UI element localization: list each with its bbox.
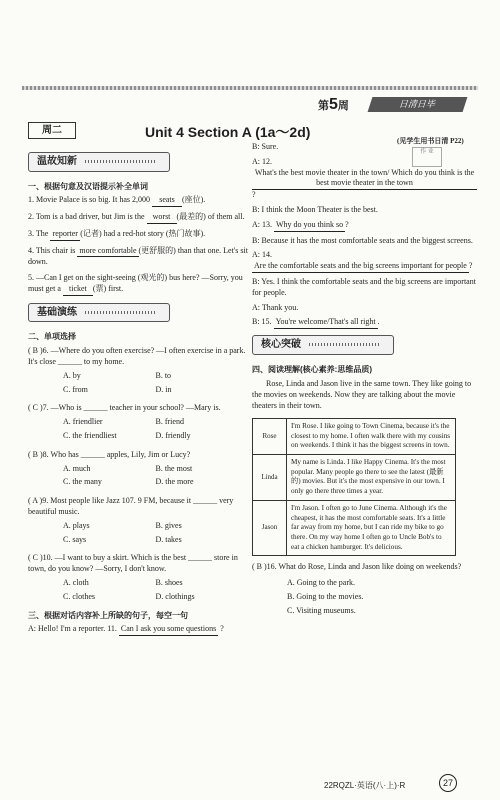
dialog-line-post: ? <box>468 261 473 271</box>
dialog-line-item <box>252 205 477 216</box>
dialog-line-pre: B: I think the Moon Theater is the best. <box>252 204 378 214</box>
answer-option[interactable]: A. friendlier <box>63 417 103 427</box>
part2-title: 二、单项选择 <box>28 332 76 342</box>
speaker-text: I'm Rose. I like going to Town Cinema, because it's the closest to my home. I often walk there with my cousins on weekends. I think it has the biggest screens in town. <box>287 418 456 454</box>
speaker-text: My name is Linda. I like Happy Cinema. It's the most popular. Many people go there to see the latest (最新的) movies. But it's the most expensive in our town. I only go there three times a year. <box>287 455 456 501</box>
multiple-choice-item <box>28 553 248 605</box>
speaker-text: I'm Jason. I often go to June Cinema. Although it's the cheapest, it has the most comfortable seats. It's a little far away from my home, but I can ride my bike to go there. On my way home I often go to Uncle Bob's to eat a chicken hamburger. It's delicious. <box>287 500 456 556</box>
answer-options <box>28 464 248 492</box>
dialog-line-pre: A: 12. <box>252 156 272 166</box>
dialog-line-item <box>252 236 477 247</box>
answer-options <box>28 417 248 445</box>
answer-option[interactable]: B. gives <box>155 520 182 530</box>
page-title: Unit 4 Section A (1a～2d) <box>145 124 311 140</box>
answer-option[interactable]: C. clothes <box>63 591 95 601</box>
fill-blank-post: (记者) had a red-hot story (热门故事). <box>80 228 206 238</box>
dialog-line-item <box>252 250 477 273</box>
page-number: 27 <box>439 774 457 792</box>
speaker-name: Jason <box>253 500 287 556</box>
answer-option[interactable]: A. by <box>63 370 81 380</box>
dialog-line-pre: A: Thank you. <box>252 302 299 312</box>
multiple-choice-item <box>28 403 248 444</box>
fill-blank-answer[interactable]: seats <box>152 195 182 207</box>
top-decorative-rule <box>22 86 478 90</box>
multiple-choice-item <box>28 450 248 491</box>
table-row <box>253 500 456 556</box>
practice-banner: 基础演练 <box>28 303 170 323</box>
part4-title: 四、阅读理解(核心素养:思维品质) <box>252 364 372 374</box>
question-stem: ( C )10. —I want to buy a skirt. Which is the best ______ store in town, do you know? —Sorry, I don't know. <box>28 553 238 574</box>
fill-blank-pre: 4. This chair is <box>28 245 78 255</box>
answer-option[interactable]: A. Going to the park. <box>287 578 355 588</box>
fill-blank-item <box>28 212 248 224</box>
answer-option[interactable]: C. Visiting museums. <box>287 605 356 615</box>
reference-note: (见学生用书日清 P22) <box>397 137 464 145</box>
answer-option[interactable]: A. cloth <box>63 577 89 587</box>
answer-options <box>28 521 248 549</box>
dialog-line-item <box>252 303 477 314</box>
question-stem: ( A )9. Most people like Jazz 107. 9 FM, because it ______ very beautiful music. <box>28 496 234 516</box>
fill-blank-item <box>28 195 248 207</box>
answer-option[interactable]: C. from <box>63 384 88 394</box>
fill-blank-post: (座位). <box>181 195 206 205</box>
dialog-line-answer[interactable]: Why do you think so <box>274 220 345 232</box>
answer-option[interactable]: B. friend <box>155 417 184 427</box>
fill-blank-pre: 1. Movie Palace is so big. It has 2,000 <box>28 195 152 205</box>
table-row <box>253 418 456 454</box>
answer-option[interactable]: D. friendly <box>155 430 191 440</box>
dialog-line-item <box>252 142 477 153</box>
dialog-line-post: ? <box>345 219 349 229</box>
fill-blank-item <box>28 246 248 269</box>
question-stem: ( B )8. Who has ______ apples, Lily, Jim or Lucy? <box>28 449 191 459</box>
answer-options <box>28 578 248 606</box>
reading-intro: Rose, Linda and Jason live in the same town. They like going to the movies on weekends. Now they are talking about the movie theaters in their town. <box>252 379 472 411</box>
answer-option[interactable]: B. Going to the movies. <box>287 592 364 602</box>
fill-blank-item <box>28 229 248 241</box>
answer-option[interactable]: D. the more <box>155 477 194 487</box>
answer-option[interactable]: D. takes <box>155 534 182 544</box>
question-stem: ( C )7. —Who is ______ teacher in your school? —Mary is. <box>28 403 221 413</box>
dialog-line-post: . <box>377 317 380 327</box>
dialog-line-pre: B: 15. <box>252 317 274 327</box>
dialog-line-pre: B: Yes. I think the comfortable seats and the big screens are important for people. <box>252 276 476 297</box>
answer-options <box>28 371 248 399</box>
fill-blank-answer[interactable]: reporter <box>50 229 80 241</box>
fill-blank-post: (更舒服的) than that one. Let's sit down. <box>28 245 248 267</box>
dialog-line-item <box>252 157 477 201</box>
dialog-start: A: Hello! I'm a reporter. 11. Can I ask you some questions ? <box>28 624 248 636</box>
question-stem: ( B )6. —Where do you often exercise? —I often exercise in a park. It's close ______ to my home. <box>28 346 246 366</box>
homework-stamp: 作 业 <box>412 147 442 167</box>
dialog-line-pre: B: Sure. <box>252 142 279 151</box>
dialog-line-pre: A: 14. <box>252 250 272 260</box>
answer-option[interactable]: C. the many <box>63 477 102 487</box>
part1-title: 一、根据句意及汉语提示补全单词 <box>28 181 148 191</box>
answer-option[interactable]: B. shoes <box>155 577 183 587</box>
dialog-line-pre: B: Because it has the most comfortable seats and the biggest screens. <box>252 235 473 245</box>
fill-blank-answer[interactable]: worst <box>147 212 177 224</box>
dialog-line-pre: A: 13. <box>252 219 274 229</box>
dialog-line-item <box>252 220 477 232</box>
answer-option[interactable]: B. the most <box>155 463 193 473</box>
week-label: 第5周 <box>318 96 349 113</box>
speaker-name: Linda <box>253 455 287 501</box>
daily-badge: 日清日毕 <box>368 97 468 112</box>
dialog-line-answer[interactable]: Are the comfortable seats and the big screens important for people <box>252 261 469 273</box>
dialog-line-answer[interactable]: What's the best movie theater in the town/ Which do you think is the best movie theater in the town <box>252 168 477 191</box>
right-column <box>252 142 477 620</box>
fill-blank-pre: 2. Tom is a bad driver, but Jim is the <box>28 212 147 222</box>
dialog-line-item <box>252 317 477 329</box>
fill-blank-answer[interactable]: ticket <box>63 284 93 296</box>
part3-title: 三、根据对话内容补上所缺的句子，每空一句 <box>28 610 188 620</box>
fill-blank-pre: 3. The <box>28 228 51 238</box>
answer-option[interactable]: C. says <box>63 534 87 544</box>
answer-option[interactable]: A. much <box>63 463 91 473</box>
answer-option[interactable]: D. clothings <box>155 591 195 601</box>
fill-blank-answer[interactable]: more comfortable <box>77 246 138 258</box>
breakthrough-banner: 核心突破 <box>252 335 394 355</box>
left-column <box>28 150 248 641</box>
day-tab: 周二 <box>28 122 76 139</box>
multiple-choice-item <box>28 496 248 548</box>
fill-blank-post: (最差的) of them all. <box>176 212 245 222</box>
speaker-name: Rose <box>253 418 287 454</box>
answer-option[interactable]: D. in <box>155 384 172 394</box>
table-row <box>253 455 456 501</box>
dialog-line-item <box>252 277 477 299</box>
dialog-line-answer[interactable]: You're welcome/That's all right <box>274 317 378 329</box>
question-16: ( B )16. What do Rose, Linda and Jason like doing on weekends? <box>252 562 462 572</box>
dialog-line-post: ? <box>252 190 256 200</box>
fill-blank-pre: 5. —Can I get on the sight-seeing (观光的) bus here? —Sorry, you must get a <box>28 273 243 294</box>
multiple-choice-item <box>28 346 248 398</box>
fill-blank-item <box>28 273 248 296</box>
answer-option[interactable]: C. the friendliest <box>63 430 117 440</box>
book-code: 22RQZL·英语(八·上)·R <box>324 781 406 790</box>
fill-blank-post: (票) first. <box>92 284 124 294</box>
answer-option[interactable]: A. plays <box>63 520 90 530</box>
review-banner: 温故知新 <box>28 152 170 172</box>
answer-option[interactable]: B. to <box>155 370 172 380</box>
reading-table <box>252 418 456 557</box>
